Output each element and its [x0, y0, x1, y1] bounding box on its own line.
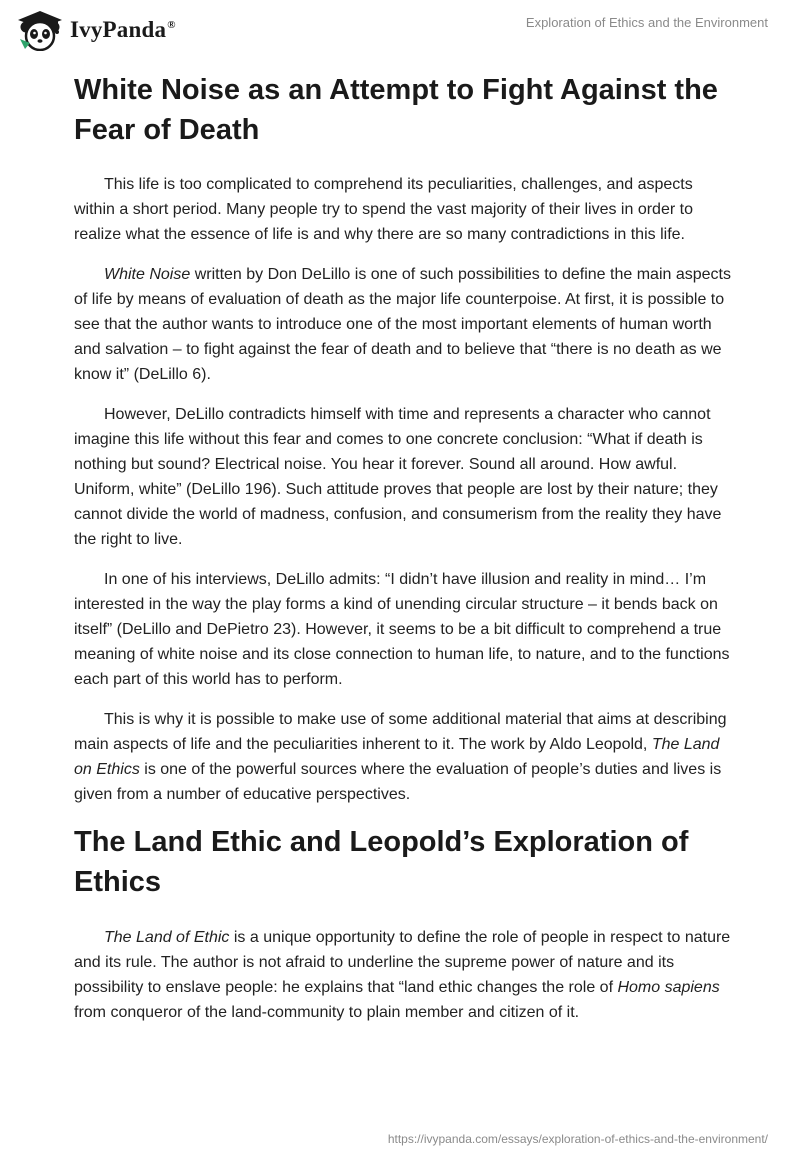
section-heading: The Land Ethic and Leopold’s Exploration of Ethics: [74, 826, 689, 898]
essay-content: [74, 70, 734, 1040]
section-heading: White Noise as an Attempt to Fight Against the Fear of Death: [74, 74, 718, 146]
source-url[interactable]: https://ivypanda.com/essays/exploration-of-ethics-and-the-environment/: [387, 1132, 768, 1146]
page-header: [0, 0, 800, 60]
essay-paragraph: The Land of Ethic is a unique opportunity to define the role of people in respect to nature and its rule. The author is not afraid to underline the supreme power of nature and its possibility to enslave people: he explains that “land ethic changes the role of Homo sapiens from conqueror of the land-community to plain member and citizen of it.: [74, 929, 731, 1021]
essay-paragraph: In one of his interviews, DeLillo admits: “I didn’t have illusion and reality in mind… I’m interested in the way the play forms a kind of unending circular structure – it bends back on itself” (DeLillo and DePietro 23). However, it seems to be a bit difficult to comprehend a true meaning of white noise and its close connection to human life, to nature, and to the functions each part of this world has to perform.: [74, 571, 730, 688]
essay-paragraph: However, DeLillo contradicts himself with time and represents a character who cannot imagine this life without this fear and comes to one concrete conclusion: “What if death is nothing but sound? Electrical noise. You hear it forever. Sound all around. How awful. Uniform, white” (DeLillo 196). Such attitude proves that people are lost by their nature; they cannot divide the world of madness, confusion, and consumerism from the reality they have the right to live.: [74, 406, 722, 548]
brand-name: IvyPanda®: [70, 17, 176, 42]
ivypanda-logo[interactable]: [16, 9, 176, 51]
essay-paragraph: This is why it is possible to make use of some additional material that aims at describing main aspects of life and the peculiarities inherent to it. The work by Aldo Leopold, The Land on Ethics is one of the powerful sources where the evaluation of people’s duties and lives is given from a number of educative perspectives.: [74, 711, 727, 803]
panda-graduate-icon: [16, 9, 64, 51]
running-title: Exploration of Ethics and the Environment: [525, 15, 768, 30]
essay-paragraph: This life is too complicated to comprehend its peculiarities, challenges, and aspects within a short period. Many people try to spend the vast majority of their lives in order to realize what the essence of life is and why there are so many contradictions in this life.: [74, 176, 693, 243]
essay-paragraph: White Noise written by Don DeLillo is one of such possibilities to define the main aspects of life by means of evaluation of death as the major life counterpoise. At first, it is possible to see that the author wants to introduce one of the most important elements of human worth and salvation – to fight against the fear of death and to believe that “there is no death as we know it” (DeLillo 6).: [74, 266, 731, 383]
